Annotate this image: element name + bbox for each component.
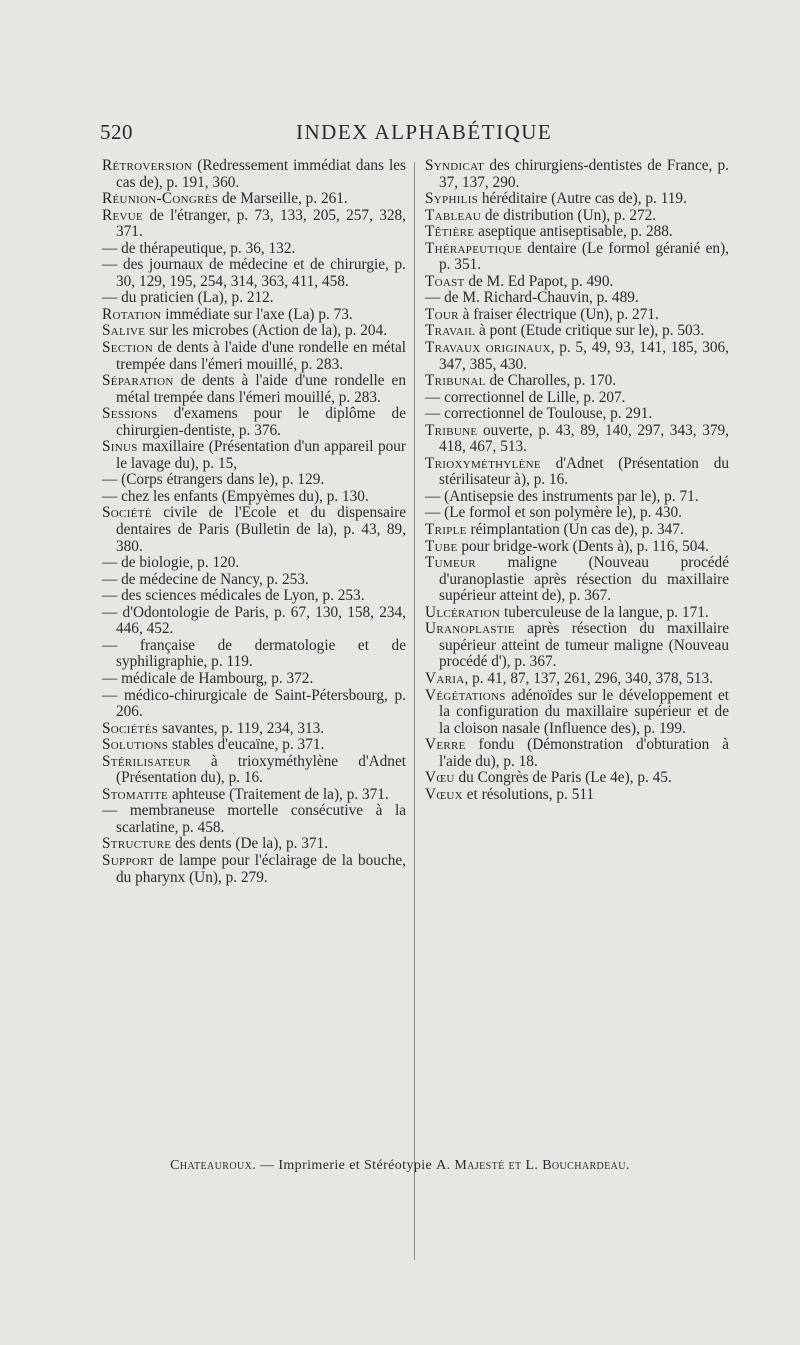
index-text: de distribution (Un), p. 272.: [481, 206, 657, 224]
index-entry: [425, 456, 729, 489]
index-text: des dents (De la), p. 371.: [171, 835, 329, 853]
index-text: — des journaux de médecine et de chirurgie, p. 30, 129, 195, 254, 314, 363, 411, 458.: [102, 256, 406, 290]
index-term: Varia: [425, 669, 465, 687]
index-entry: [425, 323, 729, 340]
index-term: Tableau: [425, 206, 482, 224]
index-term: Tribunal: [425, 372, 486, 390]
index-text: — médico-chirurgicale de Saint-Pétersbourg, p. 206.: [102, 686, 406, 721]
index-entry: [425, 208, 729, 225]
index-entry: [425, 489, 729, 506]
index-text: — française de dermatologie et de syphiligraphie, p. 119.: [102, 636, 406, 671]
index-term: Sinus: [102, 438, 138, 456]
index-term: Section: [102, 339, 153, 357]
index-text: — de biologie, p. 120.: [102, 554, 240, 572]
index-term: Revue: [102, 206, 144, 224]
index-term: Support: [102, 851, 155, 869]
index-term: Thérapeutique: [425, 239, 522, 257]
index-term: Syphilis: [425, 190, 479, 208]
index-entry: [425, 505, 729, 522]
index-entry: [102, 489, 406, 506]
index-text: fondu (Démonstration d'obturation à l'aide du), p. 18.: [439, 736, 729, 770]
index-text: — (Antisepsie des instruments par le), p. 71.: [425, 487, 699, 505]
index-entry: [425, 688, 729, 738]
page-header: [100, 120, 700, 148]
index-text: , p. 5, 49, 93, 141, 185, 306, 347, 385, 430.: [439, 339, 729, 373]
index-entry: [102, 787, 406, 804]
column-divider: [414, 162, 415, 1260]
index-entry: [102, 307, 406, 324]
index-text: de Marseille, p. 261.: [218, 190, 348, 208]
index-term: Syndicat: [425, 157, 485, 174]
index-text: du Congrès de Paris (Le 4e), p. 45.: [454, 769, 672, 787]
index-entry: [102, 688, 406, 721]
index-entry: [425, 191, 729, 208]
index-entry: [102, 191, 406, 208]
index-entry: [102, 505, 406, 555]
index-entry: [102, 406, 406, 439]
index-term: Vœu: [425, 769, 455, 787]
index-text: , p. 41, 87, 137, 261, 296, 340, 378, 513.: [464, 669, 714, 687]
index-entry: [102, 671, 406, 688]
index-term: Salive: [102, 322, 146, 340]
index-entry: [425, 158, 729, 191]
index-text: dentaire (Le formol géranié en), p. 351.: [439, 239, 729, 274]
index-text: — du praticien (La), p. 212.: [102, 289, 274, 307]
index-text: — des sciences médicales de Lyon, p. 253.: [102, 587, 365, 605]
index-text: de l'étranger, p. 73, 133, 205, 257, 328, 371.: [116, 206, 406, 241]
index-entry: [425, 224, 729, 241]
index-entry: [425, 274, 729, 291]
index-entry: [102, 721, 406, 738]
index-text: héréditaire (Autre cas de), p. 119.: [478, 190, 687, 208]
index-text: maxillaire (Présentation d'un appareil pour le lavage du), p. 15,: [116, 438, 406, 472]
index-text: maligne (Nouveau procédé d'uranoplastie après résection du maxillaire supérieur atteint de), p. 367.: [439, 554, 729, 605]
index-entry: [102, 555, 406, 572]
index-text: de M. Ed Papot, p. 490.: [464, 272, 614, 290]
index-term: Vœux: [425, 785, 463, 803]
index-text: — de thérapeutique, p. 36, 132.: [102, 239, 296, 257]
index-entry: [102, 638, 406, 671]
index-term: Triple: [425, 521, 467, 539]
index-entry: [102, 373, 406, 406]
index-entry: [102, 472, 406, 489]
index-entry: [102, 340, 406, 373]
index-text: à fraiser électrique (Un), p. 271.: [458, 305, 659, 323]
index-column-left: [102, 158, 406, 886]
index-term: Séparation: [102, 372, 174, 390]
index-entry: [102, 836, 406, 853]
index-text: stables d'eucaïne, p. 371.: [168, 736, 325, 754]
index-entry: [425, 555, 729, 605]
imprint-middle: — Imprimerie et Stéréotypie: [256, 1158, 437, 1173]
index-entry: [425, 605, 729, 622]
index-term: Travaux originaux: [425, 339, 551, 357]
index-text: pour bridge-work (Dents à), p. 116, 504.: [457, 537, 709, 555]
index-entry: [425, 737, 729, 770]
index-term: Réunion-Congrès: [102, 190, 219, 208]
index-text: savantes, p. 119, 234, 313.: [158, 719, 325, 737]
index-entry: [102, 803, 406, 836]
index-entry: [425, 539, 729, 556]
index-entry: [425, 406, 729, 423]
index-term: Stomatite: [102, 785, 168, 803]
index-entry: [102, 605, 406, 638]
index-term: Tube: [425, 537, 458, 555]
index-column-right: [425, 158, 729, 803]
imprint-city: Chateauroux.: [170, 1158, 257, 1173]
index-text: et résolutions, p. 511: [462, 785, 595, 803]
index-term: Tumeur: [425, 554, 476, 572]
index-text: — médicale de Hambourg, p. 372.: [102, 669, 314, 687]
index-entry: [102, 257, 406, 290]
index-text: aphteuse (Traitement de la), p. 371.: [168, 785, 389, 803]
index-entry: [425, 671, 729, 688]
index-entry: [102, 853, 406, 886]
index-term: Têtière: [425, 223, 475, 241]
index-text: aseptique antiseptisable, p. 288.: [474, 223, 673, 241]
index-text: — d'Odontologie de Paris, p. 67, 130, 158, 234, 446, 452.: [102, 603, 406, 638]
index-entry: [425, 307, 729, 324]
index-term: Société: [102, 504, 152, 522]
index-entry: [425, 373, 729, 390]
printer-imprint: [0, 1158, 800, 1174]
index-text: d'Adnet (Présentation du stérilisateur à), p. 16.: [439, 454, 729, 489]
index-entry: [425, 787, 729, 804]
index-entry: [425, 621, 729, 671]
index-text: — membraneuse mortelle consécutive à la scarlatine, p. 458.: [102, 802, 406, 836]
index-text: ouverte, p. 43, 89, 140, 297, 343, 379, 418, 467, 513.: [439, 421, 729, 456]
index-entry: [425, 340, 729, 373]
index-entry: [102, 158, 406, 191]
index-text: — correctionnel de Lille, p. 207.: [425, 388, 626, 406]
index-term: Solutions: [102, 736, 169, 754]
index-term: Ulcération: [425, 603, 501, 621]
index-term: Stérilisateur: [102, 752, 191, 770]
index-entry: [102, 323, 406, 340]
index-entry: [102, 241, 406, 258]
page-number: 520: [100, 120, 133, 144]
index-text: immédiate sur l'axe (La) p. 73.: [161, 305, 353, 323]
index-entry: [425, 290, 729, 307]
index-term: Rotation: [102, 305, 162, 323]
index-entry: [425, 770, 729, 787]
index-text: — de médecine de Nancy, p. 253.: [102, 570, 309, 588]
index-term: Structure: [102, 835, 172, 853]
index-term: Toast: [425, 272, 465, 290]
index-entry: [425, 423, 729, 456]
index-term: Sociétés: [102, 719, 159, 737]
index-text: de dents à l'aide d'une rondelle en métal trempée dans l'émeri mouillé, p. 283.: [116, 372, 406, 406]
index-entry: [102, 572, 406, 589]
index-text: — chez les enfants (Empyèmes du), p. 130.: [102, 487, 369, 505]
index-term: Verre: [425, 736, 466, 754]
imprint-printer: A. Majesté et L. Bouchardeau.: [436, 1158, 630, 1173]
index-entry: [102, 439, 406, 472]
index-text: à pont (Etude critique sur le), p. 503.: [475, 322, 705, 340]
index-term: Tribune: [425, 421, 478, 439]
index-text: d'examens pour le diplôme de chirurgien-dentiste, p. 376.: [116, 405, 406, 439]
index-term: Rétroversion: [102, 157, 193, 174]
running-title: INDEX ALPHABÉTIQUE: [296, 120, 553, 144]
index-term: Travail: [425, 322, 476, 340]
index-text: tuberculeuse de la langue, p. 171.: [500, 603, 709, 621]
index-text: après résection du maxillaire supérieur atteint de tumeur maligne (Nouveau procédé d'), p. 367.: [439, 620, 729, 671]
index-text: de lampe pour l'éclairage de la bouche, du pharynx (Un), p. 279.: [116, 851, 406, 886]
index-entry: [425, 390, 729, 407]
index-term: Tour: [425, 305, 459, 323]
index-term: Uranoplastie: [425, 620, 515, 638]
index-text: des chirurgiens-dentistes de France, p. 37, 137, 290.: [439, 157, 729, 191]
index-entry: [425, 241, 729, 274]
index-term: Sessions: [102, 405, 158, 423]
index-text: réimplantation (Un cas de), p. 347.: [466, 521, 684, 539]
index-entry: [102, 737, 406, 754]
index-text: de Charolles, p. 170.: [485, 372, 617, 390]
index-term: Trioxyméthylène: [425, 454, 541, 472]
index-text: — (Le formol et son polymère le), p. 430.: [425, 504, 683, 522]
index-text: de dents à l'aide d'une rondelle en métal trempée dans l'émeri mouillé, p. 283.: [116, 339, 406, 373]
index-entry: [102, 290, 406, 307]
index-text: adénoïdes sur le développement et la configuration du maxillaire supérieur et de la cloison nasale (Influence des), p. 199.: [439, 686, 729, 737]
index-text: — correctionnel de Toulouse, p. 291.: [425, 405, 653, 423]
index-entry: [102, 208, 406, 241]
index-text: (Redressement immédiat dans les cas de), p. 191, 360.: [116, 157, 406, 191]
index-text: — de M. Richard-Chauvin, p. 489.: [425, 289, 639, 307]
index-term: Végétations: [425, 686, 506, 704]
index-text: — (Corps étrangers dans le), p. 129.: [102, 471, 325, 489]
index-text: à trioxyméthylène d'Adnet (Présentation du), p. 16.: [116, 752, 406, 787]
index-entry: [102, 588, 406, 605]
index-entry: [102, 754, 406, 787]
index-entry: [425, 522, 729, 539]
index-text: sur les microbes (Action de la), p. 204.: [145, 322, 388, 340]
index-text: civile de l'Ecole et du dispensaire dentaires de Paris (Bulletin de la), p. 43, 89, 380.: [116, 504, 406, 555]
